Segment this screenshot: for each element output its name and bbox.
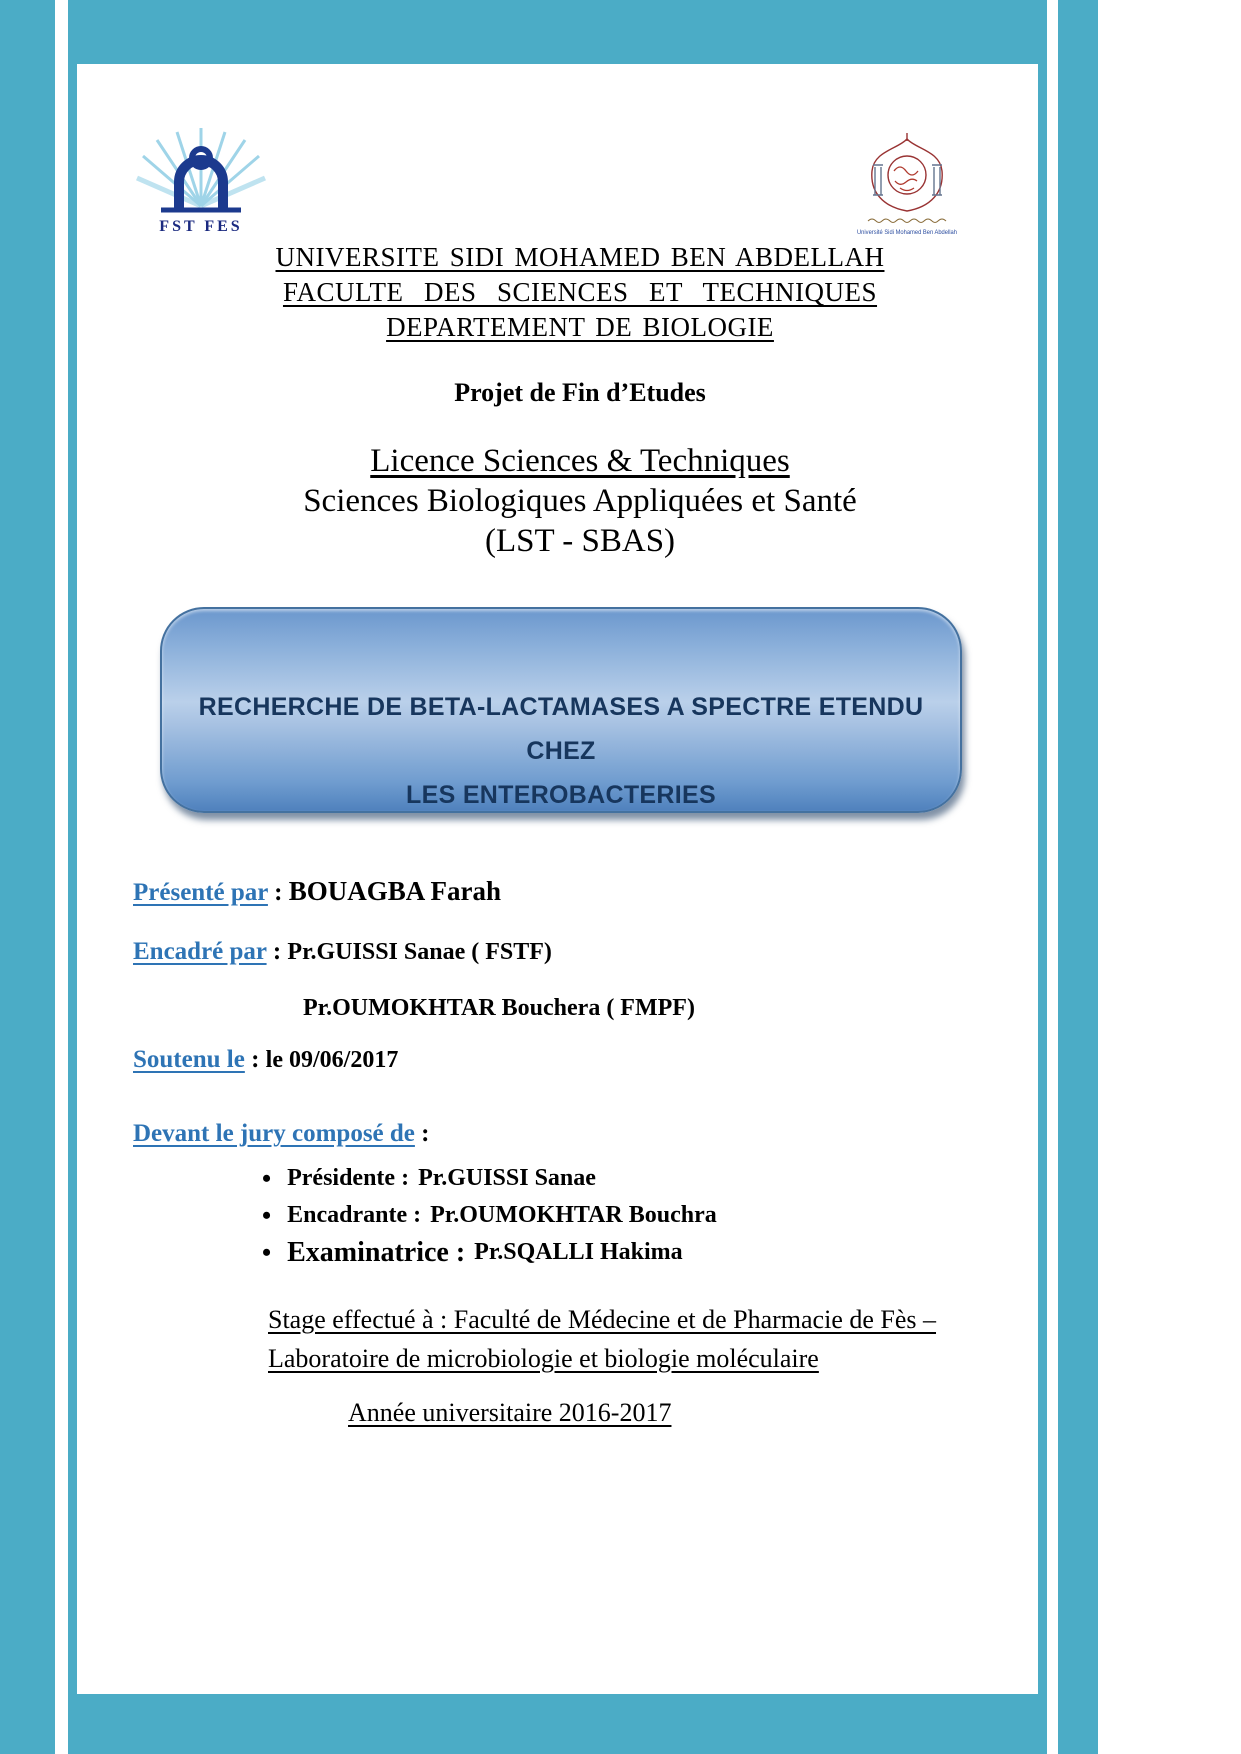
thesis-title-line2: LES ENTEROBACTERIES xyxy=(406,781,716,809)
fst-fes-logo-text: FST FES xyxy=(159,218,243,235)
jury-heading-label: Devant le jury composé de xyxy=(133,1120,415,1147)
academic-year: Année universitaire 2016-2017 xyxy=(348,1398,672,1427)
bullet-icon: • xyxy=(262,1163,272,1193)
supervised-by-value2: Pr.OUMOKHTAR Bouchera ( FMPF) xyxy=(303,995,695,1021)
supervised-by-row xyxy=(133,938,552,966)
fst-fes-logo-graphic xyxy=(133,126,270,238)
jury-member-name: Pr.GUISSI Sanae xyxy=(418,1165,596,1191)
fst-fes-logo xyxy=(133,126,270,238)
jury-heading xyxy=(133,1120,429,1148)
project-kind: Projet de Fin d’Etudes xyxy=(454,378,706,407)
jury-member-row xyxy=(262,1160,717,1197)
presented-by-value: BOUAGBA Farah xyxy=(288,876,502,906)
jury-member-name: Pr.SQALLI Hakima xyxy=(474,1239,683,1265)
supervised-by-label: Encadré par xyxy=(133,938,267,965)
supervised-by-value: Pr.GUISSI Sanae ( FSTF) xyxy=(287,939,552,965)
jury-member-role: Examinatrice : xyxy=(287,1236,466,1268)
university-name: UNIVERSITE SIDI MOHAMED BEN ABDELLAH xyxy=(275,242,885,272)
bullet-icon: • xyxy=(262,1237,272,1267)
internship-location xyxy=(268,1300,968,1378)
university-seal-logo xyxy=(850,131,965,241)
faculty-name: FACULTE DES SCIENCES ET TECHNIQUES xyxy=(282,277,878,307)
top-border-bar xyxy=(77,0,1038,64)
jury-member-row xyxy=(262,1197,717,1234)
degree-name: Licence Sciences & Techniques xyxy=(370,443,790,479)
jury-member-role: Présidente : xyxy=(287,1165,410,1191)
jury-member-role: Encadrante : xyxy=(287,1202,422,1228)
thesis-title-box xyxy=(160,607,962,813)
internship-line1: Stage effectué à : Faculté de Médecine et de Pharmacie de Fès – xyxy=(268,1305,937,1334)
defended-on-row xyxy=(133,1046,398,1074)
presented-by-colon: : xyxy=(267,879,289,906)
specialty-name: Sciences Biologiques Appliquées et Santé xyxy=(303,483,857,519)
university-seal-graphic xyxy=(850,131,965,241)
degree-block xyxy=(120,441,1040,561)
supervised-by-colon: : xyxy=(266,938,288,965)
department-name: DEPARTEMENT DE BIOLOGIE xyxy=(386,312,774,342)
institution-header xyxy=(120,240,1040,345)
seal-arabic-caption xyxy=(868,219,946,223)
jury-list xyxy=(262,1160,717,1271)
jury-member-row xyxy=(262,1234,717,1271)
bullet-icon: • xyxy=(262,1200,272,1230)
bottom-border-bar xyxy=(77,1694,1038,1754)
degree-abbrev: (LST - SBAS) xyxy=(484,523,676,559)
jury-heading-colon: : xyxy=(414,1120,430,1147)
presented-by-row xyxy=(133,876,501,907)
seal-caption-text: Université Sidi Mohamed Ben Abdellah xyxy=(857,230,957,236)
thesis-title-line1: RECHERCHE DE BETA-LACTAMASES A SPECTRE ETENDU CHEZ xyxy=(198,693,924,765)
presented-by-label: Présenté par xyxy=(133,879,268,906)
defended-on-colon: : xyxy=(244,1046,266,1073)
right-border-bar xyxy=(1058,0,1098,1754)
left-border-line xyxy=(68,0,77,1754)
defended-on-label: Soutenu le xyxy=(133,1046,245,1073)
defended-on-value: le 09/06/2017 xyxy=(265,1047,399,1073)
jury-member-name: Pr.OUMOKHTAR Bouchra xyxy=(430,1202,717,1228)
left-border-bar xyxy=(0,0,55,1754)
seal-calligraphy xyxy=(894,167,918,191)
internship-line2: Laboratoire de microbiologie et biologie moléculaire xyxy=(268,1344,819,1373)
